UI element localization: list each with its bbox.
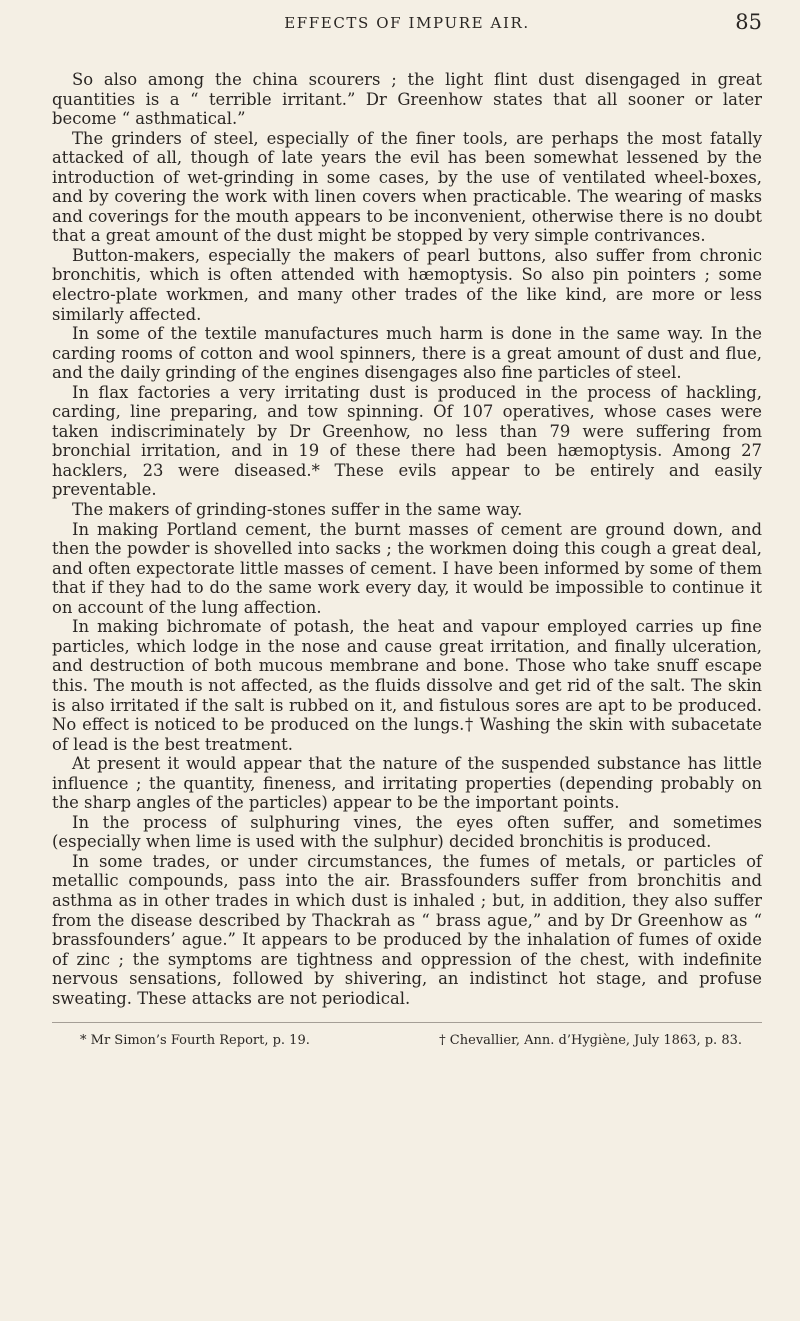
footnote-simon-report: * Mr Simon’s Fourth Report, p. 19.	[80, 1033, 310, 1049]
paragraph-suspended-substance: At present it would appear that the nature of the suspended substance has little influence ; the quantity, fineness, and irritating properties (depending probably on the sharp angles of the particles) appear to be the important points.	[52, 754, 762, 813]
paragraph-metal-fumes: In some trades, or under circumstances, the fumes of metals, or particles of metallic compounds, pass into the air. Brassfounders suffer from bronchitis and asthma as in other trades in which dust is inhaled ; but, in addition, they also suffer from the disease described by Thackrah as “ brass ague,” and by Dr Greenhow as “ brassfounders’ ague.” It appears to be produced by the inhalation of fumes of oxide of zinc ; the symptoms are tightness and oppression of the chest, with indefinite nervous sensations, followed by shivering, an indistinct hot stage, and profuse sweating. These attacks are not periodical.	[52, 851, 762, 1008]
paragraph-bichromate-potash: In making bichromate of potash, the heat and vapour employed carries up fine particles, which lodge in the nose and cause great irritation, and finally ulceration, and destruction of both mucous membrane and bone. Those who take snuff escape this. The mouth is not affected, as the fluids dissolve and get rid of the salt. The skin is also irritated if the salt is rubbed on it, and fistulous sores are apt to be produced. No effect is noticed to be produced on the lungs.† Washing the skin with subacetate of lead is the best treatment.	[52, 617, 762, 754]
paragraph-china-scourers: So also among the china scourers ; the light flint dust disengaged in great quantities is a “ terrible irritant.” Dr Greenhow states that all sooner or later become “ asthmatical.”	[52, 70, 762, 129]
running-title: EFFECTS OF IMPURE AIR.	[284, 14, 530, 32]
running-head	[52, 10, 762, 44]
footnote-divider	[52, 1022, 762, 1023]
paragraph-flax-factories: In flax factories a very irritating dust is produced in the process of hackling, carding, line preparing, and tow spinning. Of 107 operatives, whose cases were taken indiscriminately by Dr Greenhow, no less than 79 were suffering from bronchial irritation, and in 19 of these there had been hæmoptysis. Among 27 hacklers, 23 were diseased.* These evils appear to be entirely and easily preventable.	[52, 382, 762, 500]
paragraph-button-makers: Button-makers, especially the makers of pearl buttons, also suffer from chronic bronchitis, which is often attended with hæmoptysis. So also pin pointers ; some electro-plate workmen, and many other trades of the like kind, are more or less similarly affected.	[52, 245, 762, 324]
paragraph-textile-manufactures: In some of the textile manufactures much harm is done in the same way. In the carding rooms of cotton and wool spinners, there is a great amount of dust and flue, and the daily grinding of the engines disengages also fine particles of steel.	[52, 324, 762, 383]
paragraph-portland-cement: In making Portland cement, the burnt masses of cement are ground down, and then the powder is shovelled into sacks ; the workmen doing this cough a great deal, and often expectorate little masses of cement. I have been informed by some of them that if they had to do the same work every day, it would be impossible to continue it on account of the lung affection.	[52, 519, 762, 617]
paragraph-steel-grinders: The grinders of steel, especially of the finer tools, are perhaps the most fatally attacked of all, though of late years the evil has been somewhat lessened by the introduction of wet-grinding in some cases, by the use of ventilated wheel-boxes, and by covering the work with linen covers when practicable. The wearing of masks and coverings for the mouth appears to be inconvenient, otherwise there is no doubt that a great amount of the dust might be stopped by very simple contrivances.	[52, 128, 762, 246]
paragraph-sulphuring-vines: In the process of sulphuring vines, the eyes often suffer, and sometimes (especially when lime is used with the sulphur) decided bronchitis is produced.	[52, 812, 762, 852]
page-number: 85	[735, 10, 762, 34]
footnotes	[52, 1033, 762, 1048]
footnote-chevallier: † Chevallier, Ann. d’Hygiène, July 1863, p. 83.	[439, 1033, 742, 1049]
body-text	[52, 70, 762, 1008]
paragraph-grinding-stones: The makers of grinding-stones suffer in the same way.	[72, 500, 523, 520]
